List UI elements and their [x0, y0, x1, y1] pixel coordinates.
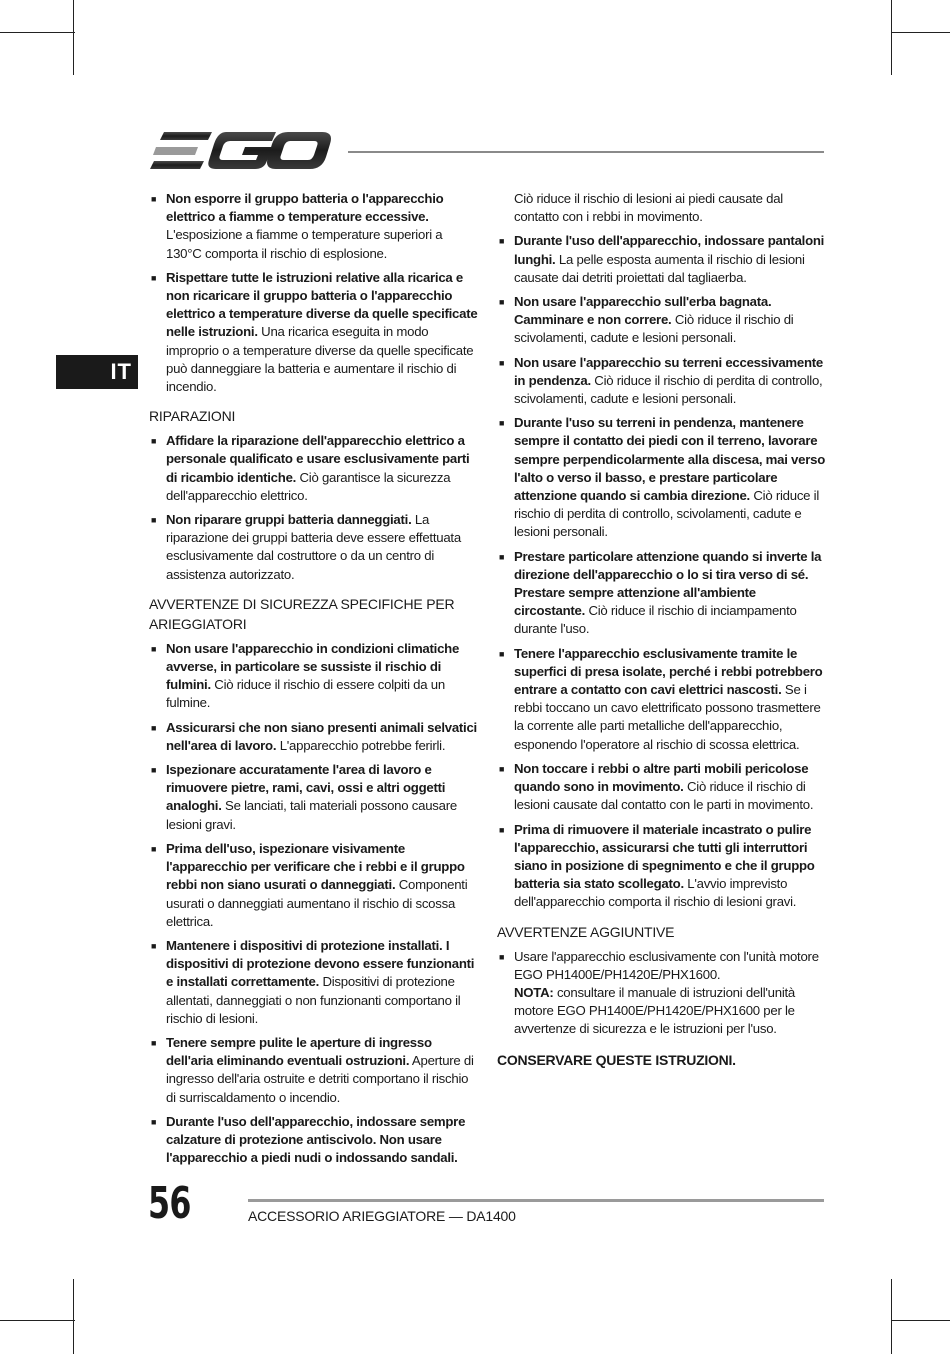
- list-item: [497, 232, 827, 287]
- warning-text: Ciò riduce il rischio di scivolamenti, cadute e lesioni personali.: [514, 312, 794, 346]
- bullet-icon: ■: [499, 763, 505, 774]
- warning-emphasis: Rispettare tutte le istruzioni relative alla ricarica e non ricaricare il gruppo batteria o l'apparecchio elettrico a temperature diverse da quelle specificate nelle istruzioni.: [166, 269, 478, 340]
- warning-text: Dispositivi di protezione allentati, danneggiati o non funzionanti comportano il rischio di lesioni.: [166, 974, 461, 1026]
- warning-emphasis: Durante l'uso su terreni in pendenza, mantenere sempre il contatto dei piedi con il terreno, lavorare sempre perpendicolarmente alla discesa, mai verso l'alto o verso il basso, e prestare particolare attenzione quando si cambia direzione.: [514, 415, 825, 504]
- list-item: [149, 761, 479, 834]
- crop-mark: [0, 32, 75, 33]
- warning-text: Ciò riduce il rischio di essere colpiti da un fulmine.: [166, 677, 445, 711]
- list-item: [149, 1113, 479, 1168]
- warning-text: L'avvio imprevisto dell'apparecchio comporta il rischio di lesioni gravi.: [514, 876, 797, 910]
- warning-emphasis: Non toccare i rebbi o altre parti mobili pericolose quando sono in movimento.: [514, 760, 809, 795]
- warning-emphasis: Prestare particolare attenzione quando si inverte la direzione dell'apparecchio o lo si tira verso di sé. Prestare sempre attenzione all'ambiente circostante.: [514, 548, 822, 619]
- crop-mark: [891, 32, 950, 33]
- bullet-icon: ■: [499, 951, 505, 962]
- bullet-icon: ■: [499, 418, 505, 429]
- bullet-icon: ■: [151, 722, 157, 733]
- language-tab: IT: [56, 355, 138, 389]
- crop-mark: [73, 0, 74, 75]
- note-label: NOTA:: [514, 984, 554, 1000]
- bullet-icon: ■: [151, 515, 157, 526]
- list-item: [497, 645, 827, 754]
- list-item: [149, 719, 479, 755]
- list-item: [149, 640, 479, 713]
- warning-text: Usare l'apparecchio esclusivamente con l'unità motore EGO PH1400E/PH1420E/PHX1600.: [514, 948, 819, 982]
- warning-text: Ciò riduce il rischio di lesioni causate dal contatto con le parti in movimento.: [514, 779, 814, 813]
- warning-text: Componenti usurati o danneggiati aumentano il rischio di scossa elettrica.: [166, 877, 468, 929]
- warning-emphasis: Affidare la riparazione dell'apparecchio elettrico a personale qualificato e usare esclusivamente parti di ricambio identiche.: [166, 433, 470, 485]
- section-heading: AVVERTENZE DI SICUREZZA SPECIFICHE PER ARIEGGIATORI: [149, 595, 455, 632]
- crop-mark: [891, 1320, 950, 1321]
- section-heading: RIPARAZIONI: [149, 408, 236, 425]
- bullet-icon: ■: [151, 194, 157, 204]
- ego-logo: [150, 130, 332, 172]
- warning-text: Ciò riduce il rischio di perdita di controllo, scivolamenti, cadute e lesioni personali.: [514, 372, 823, 407]
- list-item: [497, 414, 827, 541]
- list-item: [497, 821, 827, 912]
- footer-title: ACCESSORIO ARIEGGIATORE — DA1400: [248, 1208, 516, 1224]
- header-rule: [348, 151, 824, 153]
- warning-text: Se i rebbi toccano un cavo elettrificato possono trasmettere la corrente alle parti metalliche dell'apparecchio, esponendo l'operatore al rischio di scossa elettrica.: [514, 682, 821, 752]
- warning-text: Ciò garantisce la sicurezza dell'apparecchio elettrico.: [166, 469, 451, 503]
- warning-emphasis: Tenere sempre pulite le aperture di ingresso dell'aria eliminando eventuali ostruzioni.: [166, 1034, 432, 1069]
- bullet-icon: ■: [151, 436, 157, 447]
- warning-emphasis: Durante l'uso dell'apparecchio, indossare pantaloni lunghi.: [514, 233, 825, 267]
- warning-text: Una ricarica eseguita in modo improprio o a temperature diverse da quelle specificate può danneggiare la batteria e aumentare il rischio di incendio.: [166, 324, 474, 395]
- bullet-icon: ■: [151, 643, 157, 654]
- warning-emphasis: Non esporre il gruppo batteria o l'apparecchio elettrico a fiamme o temperature eccessive.: [166, 191, 444, 225]
- bullet-icon: ■: [499, 357, 505, 368]
- left-column: [149, 190, 479, 1173]
- bullet-icon: ■: [499, 824, 505, 835]
- list-item: [497, 293, 827, 348]
- page-number: 56: [148, 1178, 191, 1229]
- list-item: [149, 1034, 479, 1107]
- closing-instruction: CONSERVARE QUESTE ISTRUZIONI.: [497, 1051, 736, 1068]
- warning-emphasis: Prima dell'uso, ispezionare visivamente l'apparecchio per verificare che i rebbi e il gruppo rebbi non siano usurati o danneggiati.: [166, 840, 465, 893]
- crop-mark: [891, 0, 892, 75]
- bullet-icon: ■: [499, 648, 505, 659]
- list-item: [149, 269, 479, 396]
- warning-text: L'esposizione a fiamme o temperature superiori a 130°C comporta il rischio di esplosione.: [166, 227, 443, 261]
- warning-text: La pelle esposta aumenta il rischio di lesioni causate dai detriti proiettati dal tagliaerba.: [514, 251, 805, 285]
- note-text: consultare il manuale di istruzioni dell'unità motore EGO PH1400E/PH1420E/PHX1600 per le avvertenze di sicurezza e le istruzioni per l'uso.: [514, 984, 795, 1037]
- warning-emphasis: Prima di rimuovere il materiale incastrato o pulire l'apparecchio, assicurarsi che tutti gli interruttori siano in posizione di spegnimento e che il gruppo batteria sia stato scollegato.: [514, 821, 815, 892]
- list-item: [149, 511, 479, 584]
- bullet-icon: ■: [499, 236, 505, 247]
- warning-text: Ciò riduce il rischio di perdita di controllo, scivolamenti, cadute e lesioni personali.: [514, 488, 820, 540]
- warning-text: Se lanciati, tali materiali possono causare lesioni gravi.: [166, 798, 457, 832]
- list-item: [497, 760, 827, 815]
- warning-emphasis: Mantenere i dispositivi di protezione installati. I dispositivi di protezione devono essere funzionanti e installati correttamente.: [166, 937, 475, 990]
- list-item: [149, 840, 479, 931]
- warning-text: L'apparecchio potrebbe ferirli.: [276, 737, 446, 753]
- bullet-icon: ■: [151, 272, 157, 283]
- bullet-icon: ■: [499, 297, 505, 308]
- list-item: [149, 937, 479, 1028]
- warning-emphasis: Assicurarsi che non siano presenti animali selvatici nell'area di lavoro.: [166, 719, 477, 753]
- list-item: [497, 354, 827, 409]
- warning-text: Aperture di ingresso dell'aria ostruite e detriti comportano il rischio di surriscaldamento o incendio.: [166, 1053, 474, 1105]
- list-item: [497, 948, 827, 1039]
- warning-emphasis: Non usare l'apparecchio su terreni eccessivamente in pendenza.: [514, 354, 823, 388]
- bullet-icon: ■: [151, 843, 157, 854]
- warning-text: Ciò riduce il rischio di inciampamento durante l'uso.: [514, 603, 797, 637]
- warning-emphasis: Non usare l'apparecchio sull'erba bagnata. Camminare e non correre.: [514, 294, 772, 328]
- list-item: [149, 432, 479, 505]
- section-heading: AVVERTENZE AGGIUNTIVE: [497, 923, 675, 940]
- warning-text: La riparazione dei gruppi batteria deve essere effettuata esclusivamente dal costruttore o da un centro di assistenza autorizzato.: [166, 512, 461, 582]
- warning-text: Ciò riduce il rischio di lesioni ai piedi causate dal contatto con i rebbi in movimento.: [514, 191, 783, 225]
- warning-emphasis: Tenere l'apparecchio esclusivamente tramite le superfici di presa isolate, perché i rebbi potrebbero entrare a contatto con cavi elettrici nascosti.: [514, 645, 823, 698]
- warning-emphasis: Non riparare gruppi batteria danneggiati.: [166, 512, 412, 528]
- bullet-icon: ■: [151, 1037, 157, 1048]
- crop-mark: [891, 1279, 892, 1354]
- bullet-icon: ■: [151, 1116, 157, 1127]
- list-item: [497, 548, 827, 639]
- bullet-icon: ■: [151, 765, 157, 776]
- right-column: [497, 190, 827, 1069]
- bullet-icon: ■: [151, 940, 157, 951]
- list-item-continuation: [497, 190, 827, 226]
- warning-emphasis: Durante l'uso dell'apparecchio, indossare sempre calzature di protezione antiscivolo. Non usare l'apparecchio a piedi nudi o indossando sandali.: [166, 1113, 466, 1166]
- list-item: [149, 190, 479, 263]
- warning-emphasis: Non usare l'apparecchio in condizioni climatiche avverse, in particolare se sussiste il rischio di fulmini.: [166, 640, 460, 693]
- bullet-icon: ■: [499, 551, 505, 562]
- crop-mark: [73, 1279, 74, 1354]
- crop-mark: [0, 1320, 75, 1321]
- footer-rule: [248, 1199, 824, 1202]
- warning-emphasis: Ispezionare accuratamente l'area di lavoro e rimuovere pietre, rami, cavi, ossi e altri oggetti analoghi.: [166, 762, 446, 814]
